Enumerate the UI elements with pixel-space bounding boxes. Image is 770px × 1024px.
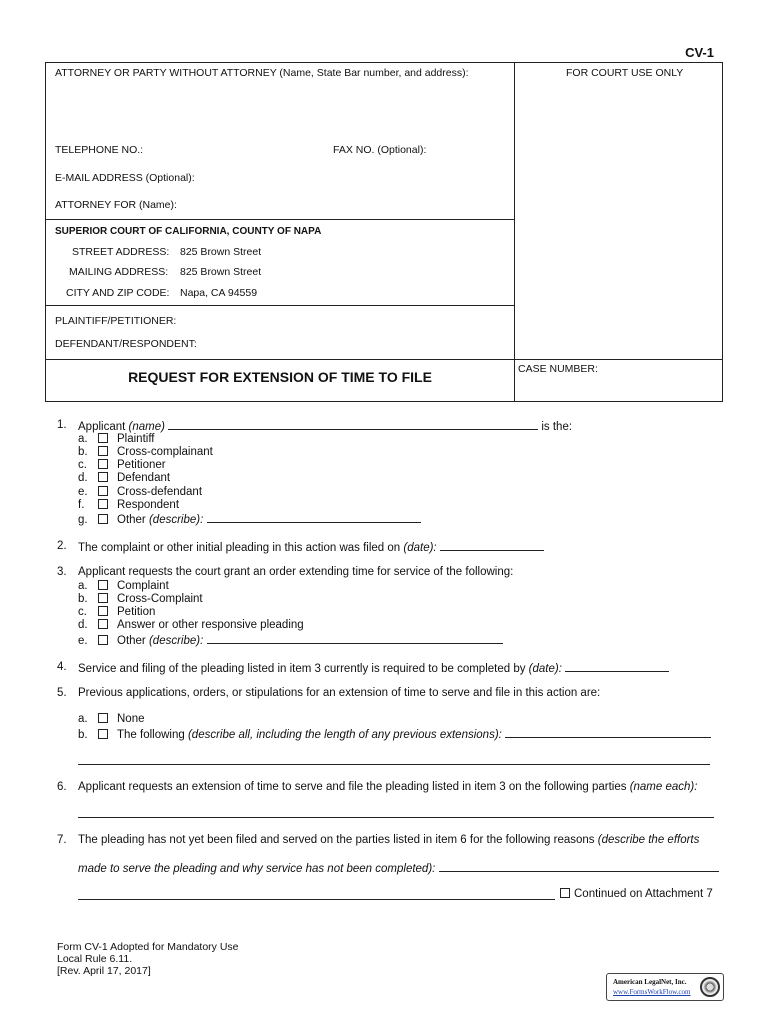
plaintiff-label: PLAINTIFF/PETITIONER:: [55, 315, 177, 327]
column-divider: [514, 63, 515, 401]
reasons-line-1[interactable]: [439, 861, 719, 872]
footer-line-2: Local Rule 6.11.: [57, 953, 133, 965]
item-1-prefix: Applicant: [78, 421, 129, 433]
item-letter: a.: [78, 433, 88, 445]
petitioner-checkbox[interactable]: [98, 459, 108, 469]
attorney-for-label: ATTORNEY FOR (Name):: [55, 199, 177, 211]
cross-defendant-checkbox[interactable]: [98, 486, 108, 496]
item-letter: b.: [78, 593, 88, 605]
street-label: STREET ADDRESS:: [72, 246, 170, 258]
other-pleading-line[interactable]: [207, 633, 503, 644]
continued-attachment: [560, 888, 713, 900]
continued-checkbox[interactable]: [560, 888, 570, 898]
case-number-label: CASE NUMBER:: [518, 363, 598, 375]
other-party-checkbox[interactable]: [98, 514, 108, 524]
item-1g: [78, 512, 421, 526]
item-1e: [78, 486, 202, 498]
item-letter: b.: [78, 729, 88, 741]
item-7-text: [78, 834, 699, 846]
mailing-value: 825 Brown Street: [180, 266, 262, 278]
court-name: SUPERIOR COURT OF CALIFORNIA, COUNTY OF NAPA: [55, 226, 322, 237]
item-1-text: [78, 419, 572, 433]
item-5a: [78, 713, 145, 725]
item-3d: [78, 619, 304, 631]
previous-extensions-line[interactable]: [505, 727, 711, 738]
telephone-label: TELEPHONE NO.:: [55, 144, 144, 156]
option-hint: (describe all, including the length of any previous extensions):: [187, 729, 502, 741]
item-3a: [78, 580, 169, 592]
item-letter: e.: [78, 635, 88, 647]
item-5-number: 5.: [57, 687, 67, 699]
logo-link[interactable]: www.FormsWorkFlow.com: [613, 988, 691, 996]
mailing-label: MAILING ADDRESS:: [69, 266, 169, 278]
item-1c: [78, 459, 166, 471]
item-letter: d.: [78, 619, 88, 631]
footer-line-3: [Rev. April 17, 2017]: [57, 965, 151, 977]
item-1-number: 1.: [57, 419, 67, 431]
option-label: Respondent: [117, 499, 180, 511]
logo-name: American LegalNet, Inc.: [613, 978, 687, 986]
option-label: Cross-defendant: [117, 486, 203, 498]
option-hint: (describe):: [148, 514, 204, 526]
defendant-checkbox[interactable]: [98, 472, 108, 482]
item-letter: a.: [78, 713, 88, 725]
court-use-label: FOR COURT USE ONLY: [566, 67, 684, 79]
fax-label: FAX NO. (Optional):: [333, 144, 427, 156]
item-3-text: Applicant requests the court grant an order extending time for service of the following:: [78, 566, 514, 578]
item-6-body: Applicant requests an extension of time to serve and file the pleading listed in item 3 on the following parties: [78, 781, 630, 793]
item-letter: g.: [78, 514, 88, 526]
form-title: REQUEST FOR EXTENSION OF TIME TO FILE: [128, 369, 432, 385]
option-label: Cross-Complaint: [117, 593, 203, 605]
previous-extensions-line-2[interactable]: [78, 764, 710, 765]
street-value: 825 Brown Street: [180, 246, 262, 258]
reasons-line-2[interactable]: [78, 899, 555, 900]
item-7-hint-1: (describe the efforts: [597, 834, 700, 846]
publisher-logo: [606, 973, 724, 1001]
applicant-name-line[interactable]: [168, 419, 538, 430]
option-label: Other: [117, 514, 149, 526]
form-id: CV-1: [685, 45, 714, 60]
item-4-text: [78, 661, 669, 675]
item-1a: [78, 433, 155, 445]
item-4-hint: (date):: [528, 663, 562, 675]
item-letter: b.: [78, 446, 88, 458]
divider: [46, 219, 514, 220]
defendant-label: DEFENDANT/RESPONDENT:: [55, 338, 197, 350]
following-checkbox[interactable]: [98, 729, 108, 739]
item-1b: [78, 446, 213, 458]
item-1-suffix: is the:: [541, 421, 573, 433]
city-label: CITY AND ZIP CODE:: [66, 287, 170, 299]
other-party-line[interactable]: [207, 512, 421, 523]
item-5-text: Previous applications, orders, or stipulations for an extension of time to serve and file in this action are:: [78, 687, 601, 699]
option-label: Cross-complainant: [117, 446, 213, 458]
item-2-body: The complaint or other initial pleading in this action was filed on: [78, 542, 404, 554]
item-4-body: Service and filing of the pleading listed in item 3 currently is required to be completed by: [78, 663, 529, 675]
item-2-hint: (date):: [403, 542, 437, 554]
item-5b: [78, 727, 711, 741]
item-letter: c.: [78, 606, 87, 618]
none-checkbox[interactable]: [98, 713, 108, 723]
cross-complainant-checkbox[interactable]: [98, 446, 108, 456]
item-letter: d.: [78, 472, 88, 484]
form-footer: [57, 941, 239, 977]
item-7-hint-2: made to serve the pleading and why service has not been completed):: [78, 863, 436, 875]
option-label: Petitioner: [117, 459, 166, 471]
item-6-number: 6.: [57, 781, 67, 793]
divider: [46, 359, 722, 360]
caption-box: [45, 62, 723, 402]
divider: [46, 305, 514, 306]
item-1-name-hint: (name): [128, 421, 165, 433]
city-value: Napa, CA 94559: [180, 287, 258, 299]
parties-line[interactable]: [78, 817, 714, 818]
completion-date-line[interactable]: [565, 661, 669, 672]
item-7-number: 7.: [57, 834, 67, 846]
option-label: Answer or other responsive pleading: [117, 619, 304, 631]
email-label: E-MAIL ADDRESS (Optional):: [55, 172, 195, 184]
item-6-hint: (name each):: [629, 781, 698, 793]
continued-label: Continued on Attachment 7: [574, 888, 713, 900]
item-letter: a.: [78, 580, 88, 592]
footer-line-1: Form CV-1 Adopted for Mandatory Use: [57, 941, 239, 953]
item-2-text: [78, 540, 544, 554]
item-7-body: The pleading has not yet been filed and served on the parties listed in item 6 for the following reasons: [78, 834, 598, 846]
item-3b: [78, 593, 203, 605]
plaintiff-checkbox[interactable]: [98, 433, 108, 443]
attorney-label: ATTORNEY OR PARTY WITHOUT ATTORNEY (Name, State Bar number, and address):: [55, 67, 469, 79]
item-letter: c.: [78, 459, 87, 471]
globe-icon: [700, 977, 720, 997]
option-label: The following: [117, 729, 188, 741]
item-4-number: 4.: [57, 661, 67, 673]
option-label: Plaintiff: [117, 433, 155, 445]
option-label: Defendant: [117, 472, 171, 484]
item-3c: [78, 606, 155, 618]
item-1f: [78, 499, 179, 511]
option-hint: (describe):: [148, 635, 204, 647]
item-7-text-2: [78, 861, 719, 875]
complaint-checkbox[interactable]: [98, 580, 108, 590]
item-1d: [78, 472, 170, 484]
item-letter: f.: [78, 499, 85, 511]
item-letter: e.: [78, 486, 88, 498]
cross-complaint-checkbox[interactable]: [98, 593, 108, 603]
other-pleading-checkbox[interactable]: [98, 635, 108, 645]
option-label: Petition: [117, 606, 156, 618]
answer-checkbox[interactable]: [98, 619, 108, 629]
item-6-text: [78, 781, 697, 793]
option-label: Other: [117, 635, 149, 647]
item-3-number: 3.: [57, 566, 67, 578]
item-2-number: 2.: [57, 540, 67, 552]
option-label: None: [117, 713, 145, 725]
petition-checkbox[interactable]: [98, 606, 108, 616]
respondent-checkbox[interactable]: [98, 499, 108, 509]
option-label: Complaint: [117, 580, 169, 592]
filing-date-line[interactable]: [440, 540, 544, 551]
item-3e: [78, 633, 503, 647]
